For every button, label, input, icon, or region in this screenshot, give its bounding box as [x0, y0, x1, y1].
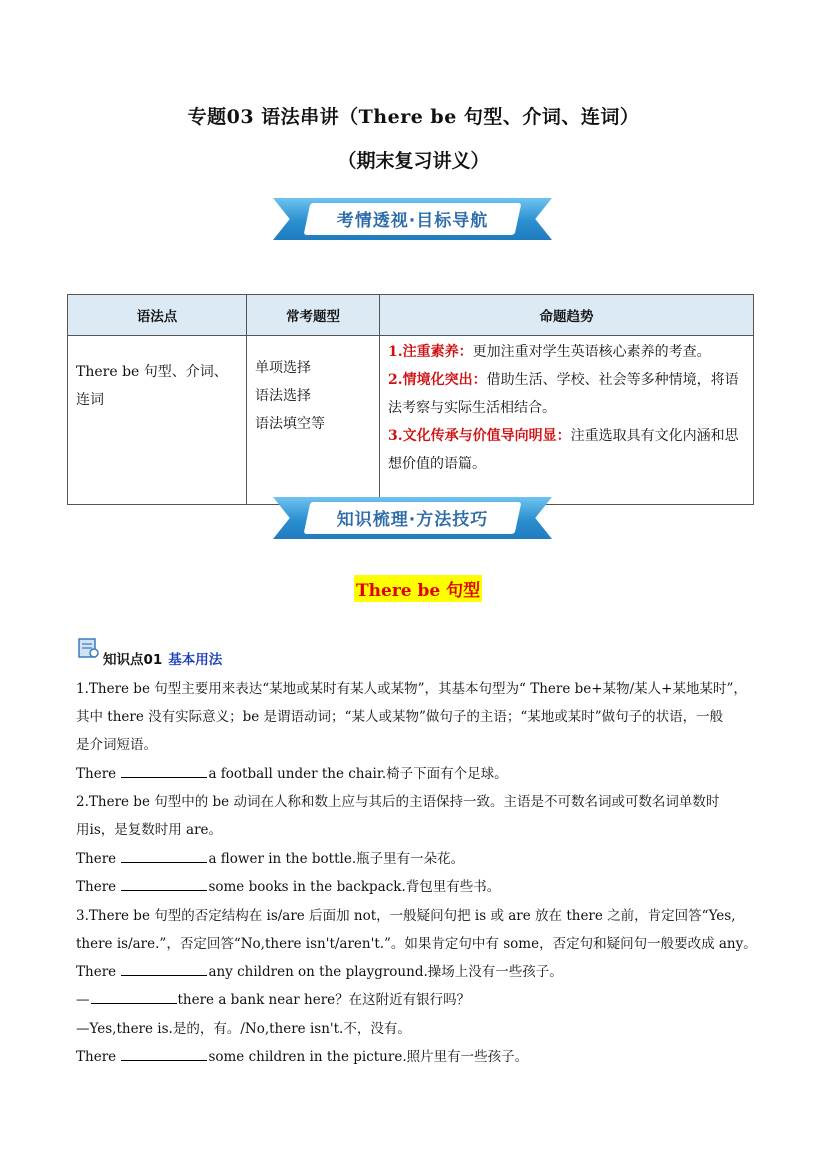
paragraph-line: 3.There be 句型的否定结构在 is/are 后面加 not，一般疑问句把 is 或 are 放在 there 之前，肯定回答“Yes,: [76, 908, 736, 924]
section-heading: There be 句型: [354, 575, 482, 602]
paragraph-line: 1.There be 句型主要用来表达“某地或某时有某人或某物”，其基本句型为“ There be+某物/某人+某地某时”，: [76, 681, 747, 697]
notebook-icon: [77, 636, 101, 660]
trend-text: 更加注重对学生英语核心素养的考查。: [472, 344, 711, 360]
example-line: There a football under the chair.椅子下面有个足球。: [76, 766, 508, 782]
trend-text: 注重选取具有文化内涵和思想价值的语篇。: [388, 428, 739, 472]
trend-item: [388, 366, 745, 422]
example-line: — there a bank near here？在这附近有银行吗？: [76, 992, 471, 1008]
paragraph-line: 其中 there 没有实际意义；be 是谓语动词；“某人或某物”做句子的主语；“某地或某时”做句子的状语，一般: [76, 709, 724, 725]
section-banner-knowledge: [273, 495, 552, 541]
answer-blank[interactable]: [121, 850, 207, 863]
answer-blank[interactable]: [121, 1048, 207, 1061]
trend-label: 2.情境化突出：: [388, 372, 487, 388]
table-row: [68, 336, 754, 505]
paragraph-line: 是介词短语。: [76, 737, 157, 753]
knowledge-point-title: 基本用法: [168, 652, 223, 668]
question-type: 单项选择: [255, 360, 311, 376]
answer-blank[interactable]: [121, 878, 207, 891]
answer-blank[interactable]: [121, 765, 207, 778]
question-type: 语法填空等: [255, 416, 325, 432]
grammar-point-cell: There be 句型、介词、连词: [76, 364, 228, 408]
answer-blank[interactable]: [121, 963, 207, 976]
exam-overview-table: [67, 294, 754, 505]
example-line: There some books in the backpack.背包里有些书。: [76, 879, 501, 895]
knowledge-point-label: 知识点01: [103, 652, 163, 668]
example-line: There any children on the playground.操场上没有一些孩子。: [76, 964, 563, 980]
trend-text: 借助生活、学校、社会等多种情境，将语法考察与实际生活相结合。: [388, 372, 739, 416]
banner-label: 考情透视·目标导航: [336, 211, 489, 231]
trend-label: 1.注重素养：: [388, 344, 473, 360]
paragraph-line: there is/are.”，否定回答“No,there isn't/aren't.”。如果肯定句中有 some，否定句和疑问句一般要改成 any。: [76, 936, 757, 952]
table-header: 语法点: [68, 295, 247, 336]
trend-item: [388, 422, 745, 478]
page-title: 专题03 语法串讲（There be 句型、介词、连词）: [187, 106, 640, 128]
table-header: 常考题型: [247, 295, 380, 336]
question-type: 语法选择: [255, 388, 311, 404]
example-line: —Yes,there is.是的，有。/No,there isn't.不，没有。: [76, 1021, 411, 1037]
section-banner-exam-overview: [273, 196, 552, 242]
example-line: There some children in the picture.照片里有一些孩子。: [76, 1049, 529, 1065]
page-subtitle: （期末复习讲义）: [337, 150, 490, 172]
paragraph-line: 用is，是复数时用 are。: [76, 822, 223, 838]
trend-item: [388, 338, 745, 366]
banner-label: 知识梳理·方法技巧: [336, 510, 489, 530]
paragraph-line: 2.There be 句型中的 be 动词在人称和数上应与其后的主语保持一致。主语是不可数名词或可数名词单数时: [76, 794, 720, 810]
answer-blank[interactable]: [91, 991, 177, 1004]
example-line: There a flower in the bottle.瓶子里有一朵花。: [76, 851, 465, 867]
table-header: 命题趋势: [380, 295, 754, 336]
trend-label: 3.文化传承与价值导向明显：: [388, 428, 571, 444]
table-header-row: [68, 295, 754, 336]
